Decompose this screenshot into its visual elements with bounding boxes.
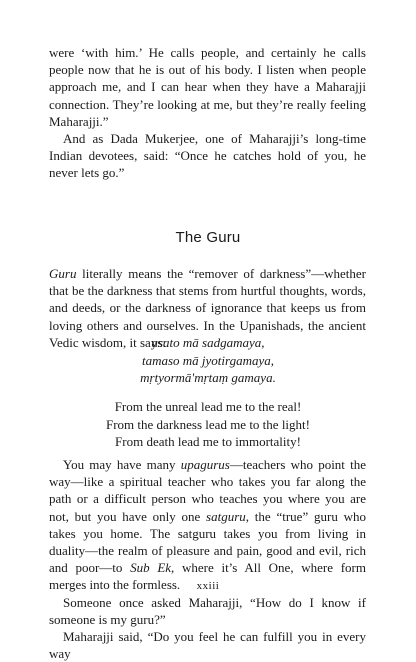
term-satguru: satguru — [206, 508, 246, 524]
verse-line: tamaso mā jyotirgamaya, — [141, 352, 275, 368]
page-number: xxiii — [196, 580, 220, 592]
paragraph-answer: Maharajji said, “Do you feel he can fulfill you in every way — [49, 629, 366, 662]
guru-meaning-text: literally means the “remover of darkness”—whether that be the darkness that stems from hurtful thoughts, words, and deeds, or the darkness of ignorance that keeps us from loving others and ourselves. In the Upanishads, the ancient Vedic wisdom, it says: — [49, 266, 366, 350]
paragraph-quote-continued: were ‘with him.’ He calls people, and certainly he calls people now that he is out of his body. I listen when people approach me, and I can hear when they have a Maharajji connection. They’re looking at me, but they’re really feeling Maharajji.” — [49, 45, 366, 129]
sanskrit-verse — [0, 334, 416, 387]
term-upagurus: upagurus — [180, 457, 230, 472]
verse-translation — [0, 398, 416, 451]
section-heading: The Guru — [175, 229, 241, 246]
verse-line: mṛtyormā'mṛtaṃ gamaya. — [140, 370, 276, 386]
translation-line: From the unreal lead me to the real! — [114, 399, 302, 414]
upagurus-section — [49, 456, 366, 662]
paragraph-upagurus: You may have many upagurus—teachers who point the way—like a spiritual teacher who takes you far along the path or a difficult person who teaches you where you are not, but you have only one satguru, the “true” guru who takes you home. The satguru takes you from living in duality—the realm of pleasure and pain, good and evil, rich and poor—to Sub Ek, where it’s All One, where form merges into the formless. — [49, 457, 367, 593]
translation-line: From death lead me to immortality! — [115, 434, 301, 450]
paragraph-dada-mukerjee: And as Dada Mukerjee, one of Maharajji’s long-time Indian devotees, said: “Once he catches hold of you, he never lets go.” — [49, 131, 366, 181]
opening-text — [49, 44, 366, 182]
term-guru: Guru — [49, 266, 77, 281]
translation-line: From the darkness lead me to the light! — [106, 416, 310, 432]
term-sub-ek: Sub Ek — [130, 560, 172, 576]
verse-line: asato mā sadgamaya, — [151, 335, 265, 350]
paragraph-question: Someone once asked Maharajji, “How do I know if someone is my guru?” — [49, 594, 366, 627]
